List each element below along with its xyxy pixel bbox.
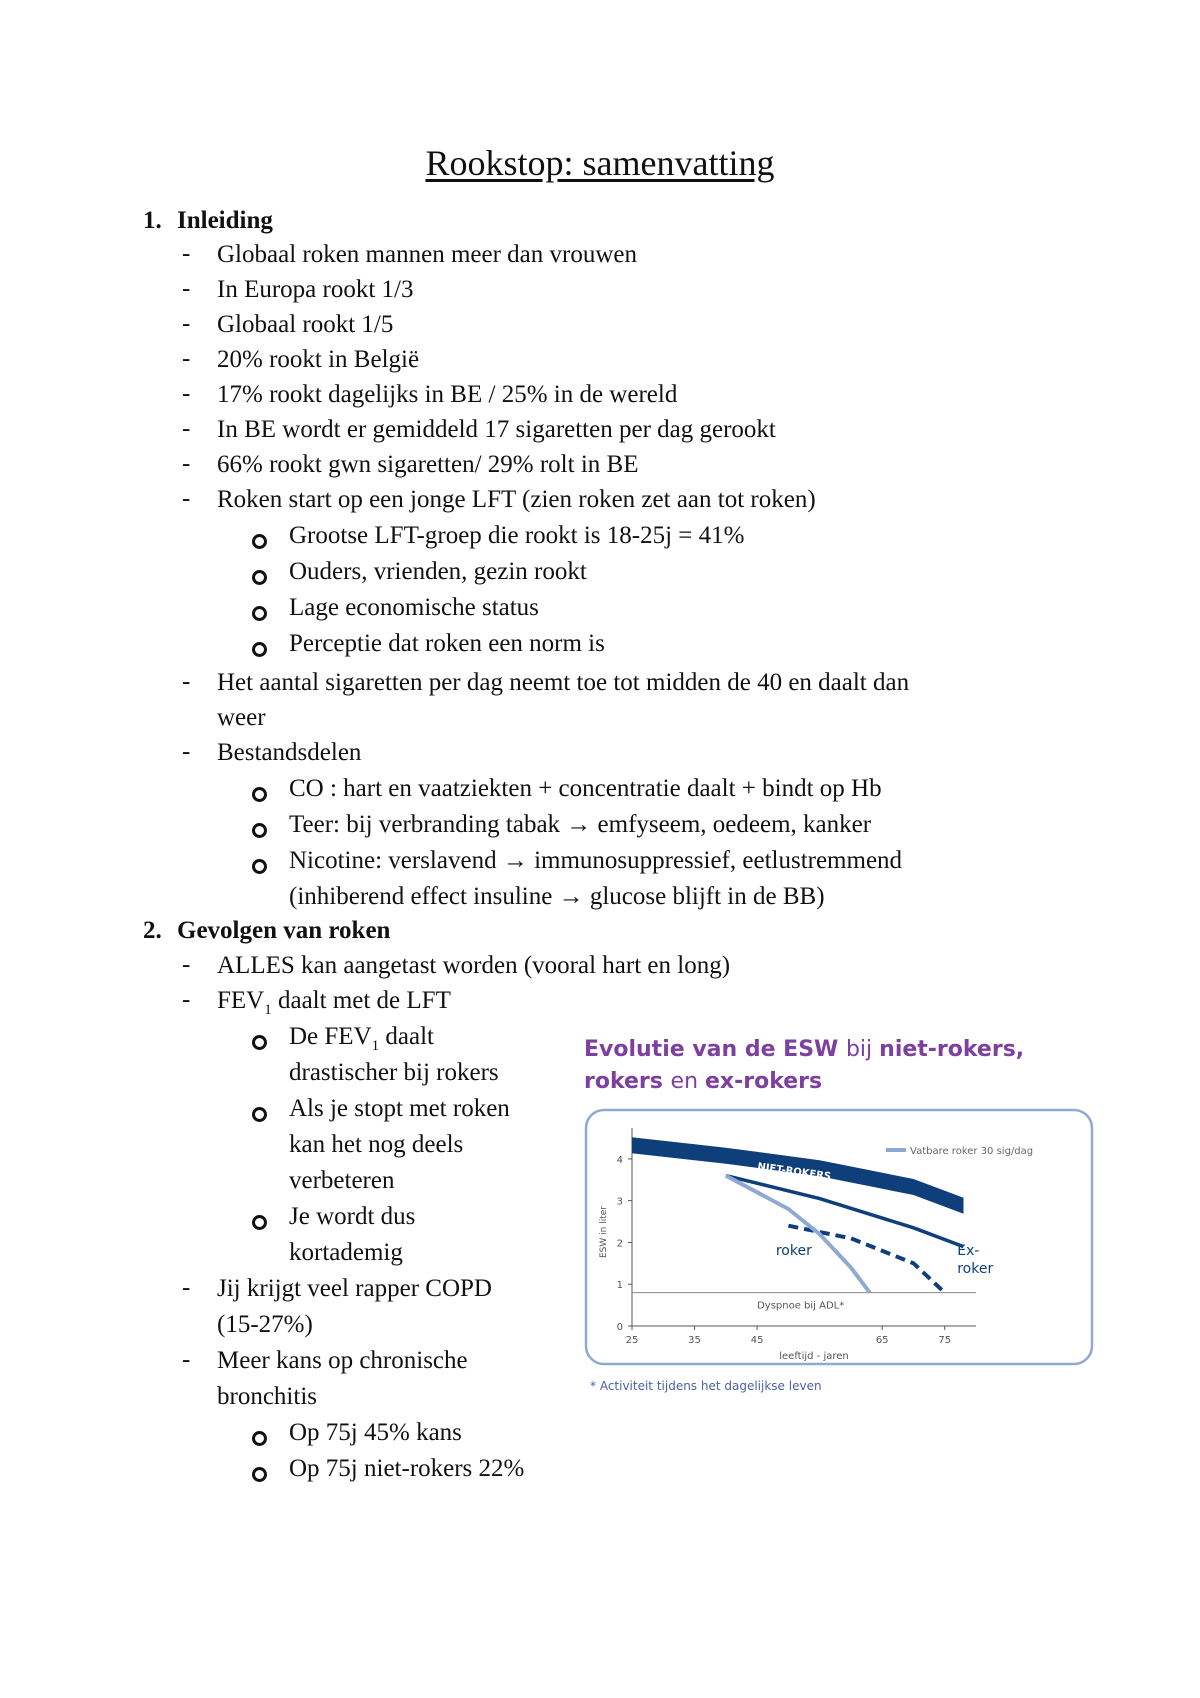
dash-bullet: - xyxy=(182,668,191,695)
sub-list-item-continuation: kortademig xyxy=(289,1239,403,1266)
sub-list-item: Nicotine: verslavend → immunosuppressief, eetlustremmend xyxy=(289,847,903,874)
list-item: ALLES kan aangetast worden (vooral hart en long) xyxy=(217,952,731,979)
fev-text-rest: daalt met de LFT xyxy=(271,987,451,1014)
y-tick-label: 2 xyxy=(616,1238,623,1250)
y-tick-label: 0 xyxy=(616,1322,623,1333)
figure-title-part: Evolutie van de ESW xyxy=(584,1037,846,1062)
fev-text-rest: daalt xyxy=(379,1023,434,1050)
x-axis-label: leeftijd - jaren xyxy=(779,1351,849,1362)
y-tick-label: 3 xyxy=(616,1196,623,1208)
figure-title-part: niet-rokers, xyxy=(879,1037,1025,1062)
circle-bullet-icon xyxy=(252,1467,267,1482)
circle-bullet-icon xyxy=(252,1215,267,1230)
circle-bullet-icon xyxy=(252,570,267,585)
dash-bullet: - xyxy=(182,1274,191,1301)
chart-footnote: * Activiteit tijdens het dagelijkse leven xyxy=(590,1379,822,1393)
list-item: In BE wordt er gemiddeld 17 sigaretten per dag gerookt xyxy=(217,416,776,443)
sub-list-item: Op 75j niet-rokers 22% xyxy=(289,1455,525,1482)
fev-subscript: 1 xyxy=(264,1002,272,1018)
circle-bullet-icon xyxy=(252,606,267,621)
dash-bullet: - xyxy=(182,275,191,302)
section-number: 2. xyxy=(143,917,162,944)
sub-list-item-continuation: kan het nog deels xyxy=(289,1131,464,1158)
dash-bullet: - xyxy=(182,951,191,978)
sub-list-item: CO : hart en vaatziekten + concentratie daalt + bindt op Hb xyxy=(289,775,882,802)
figure-title-part: en xyxy=(670,1069,706,1094)
label-ex-roker-1: Ex- xyxy=(957,1242,980,1259)
circle-bullet-icon xyxy=(252,642,267,657)
dash-bullet: - xyxy=(182,380,191,407)
circle-bullet-icon xyxy=(252,823,267,838)
list-item: 20% rookt in België xyxy=(217,346,420,373)
list-item-continuation: bronchitis xyxy=(217,1383,317,1410)
sub-list-item: Teer: bij verbranding tabak → emfyseem, oedeem, kanker xyxy=(289,811,872,838)
esw-chart xyxy=(584,1108,1094,1408)
list-item: Roken start op een jonge LFT (zien roken zet aan tot roken) xyxy=(217,486,816,513)
list-item-continuation: weer xyxy=(217,704,266,731)
section-number: 1. xyxy=(143,207,162,234)
list-item: 66% rookt gwn sigaretten/ 29% rolt in BE xyxy=(217,451,639,478)
dash-bullet: - xyxy=(182,738,191,765)
figure-title-part: bij xyxy=(845,1037,880,1062)
list-item: Jij krijgt veel rapper COPD xyxy=(217,1275,492,1302)
list-item: Bestandsdelen xyxy=(217,739,362,766)
figure-title xyxy=(584,1034,1094,1098)
y-axis-label: ESW in liter xyxy=(599,1206,609,1258)
circle-bullet-icon xyxy=(252,1431,267,1446)
page-title: Rookstop: samenvatting xyxy=(425,143,775,183)
y-tick-label: 4 xyxy=(616,1154,623,1166)
sub-list-item: Ouders, vrienden, gezin rookt xyxy=(289,558,587,585)
section-title: Gevolgen van roken xyxy=(177,917,391,944)
sub-list-item: Op 75j 45% kans xyxy=(289,1419,462,1446)
list-item: Het aantal sigaretten per dag neemt toe tot midden de 40 en daalt dan xyxy=(217,669,910,696)
x-tick-label: 25 xyxy=(625,1335,639,1346)
dash-bullet: - xyxy=(182,1346,191,1373)
list-item: Meer kans op chronische xyxy=(217,1347,468,1374)
fev-text: De FEV xyxy=(289,1023,372,1050)
section-heading-inleiding xyxy=(143,204,273,238)
list-item: Globaal rookt 1/5 xyxy=(217,311,394,338)
sub-list-item: Perceptie dat roken een norm is xyxy=(289,630,605,657)
dash-bullet: - xyxy=(182,310,191,337)
x-tick-label: 65 xyxy=(875,1335,889,1346)
dash-bullet: - xyxy=(182,345,191,372)
dash-bullet: - xyxy=(182,485,191,512)
circle-bullet-icon xyxy=(252,1035,267,1050)
dash-bullet: - xyxy=(182,415,191,442)
fev-subscript: 1 xyxy=(371,1038,380,1054)
legend-label: Vatbare roker 30 sig/dag xyxy=(910,1146,1034,1157)
sub-list-item-continuation: drastischer bij rokers xyxy=(289,1059,499,1086)
sub-list-item: Grootse LFT-groep die rookt is 18-25j = 41% xyxy=(289,522,745,549)
x-tick-label: 35 xyxy=(688,1335,701,1346)
list-item-continuation: (15-27%) xyxy=(217,1311,313,1338)
label-ex-roker-2: roker xyxy=(957,1260,994,1277)
list-item: In Europa rookt 1/3 xyxy=(217,276,414,303)
figure-title-part: rokers xyxy=(584,1069,671,1094)
x-tick-label: 45 xyxy=(750,1335,764,1346)
y-tick-label: 1 xyxy=(616,1280,623,1292)
circle-bullet-icon xyxy=(252,1107,267,1122)
section-title: Inleiding xyxy=(177,207,273,234)
circle-bullet-icon xyxy=(252,859,267,874)
sub-list-item-continuation: (inhiberend effect insuline → glucose blijft in de BB) xyxy=(289,883,825,910)
circle-bullet-icon xyxy=(252,787,267,802)
section-heading-gevolgen xyxy=(143,914,390,948)
x-tick-label: 75 xyxy=(938,1335,952,1346)
dyspnoe-threshold-label: Dyspnoe bij ADL* xyxy=(757,1300,845,1312)
sub-list-item-continuation: verbeteren xyxy=(289,1167,395,1194)
circle-bullet-icon xyxy=(252,534,267,549)
dash-bullet: - xyxy=(182,450,191,477)
list-item: 17% rookt dagelijks in BE / 25% in de wereld xyxy=(217,381,678,408)
label-roker: roker xyxy=(775,1242,812,1259)
list-item: Globaal roken mannen meer dan vrouwen xyxy=(217,241,637,268)
figure-title-part: ex-rokers xyxy=(705,1069,823,1094)
label-niet-rokers: NIET-ROKERS xyxy=(756,1161,832,1183)
dash-bullet: - xyxy=(182,986,191,1013)
sub-list-item: Lage economische status xyxy=(289,594,539,621)
sub-list-item: Als je stopt met roken xyxy=(289,1095,510,1122)
fev-text: FEV xyxy=(217,987,265,1014)
sub-list-item: Je wordt dus xyxy=(289,1203,416,1230)
dash-bullet: - xyxy=(182,240,191,267)
